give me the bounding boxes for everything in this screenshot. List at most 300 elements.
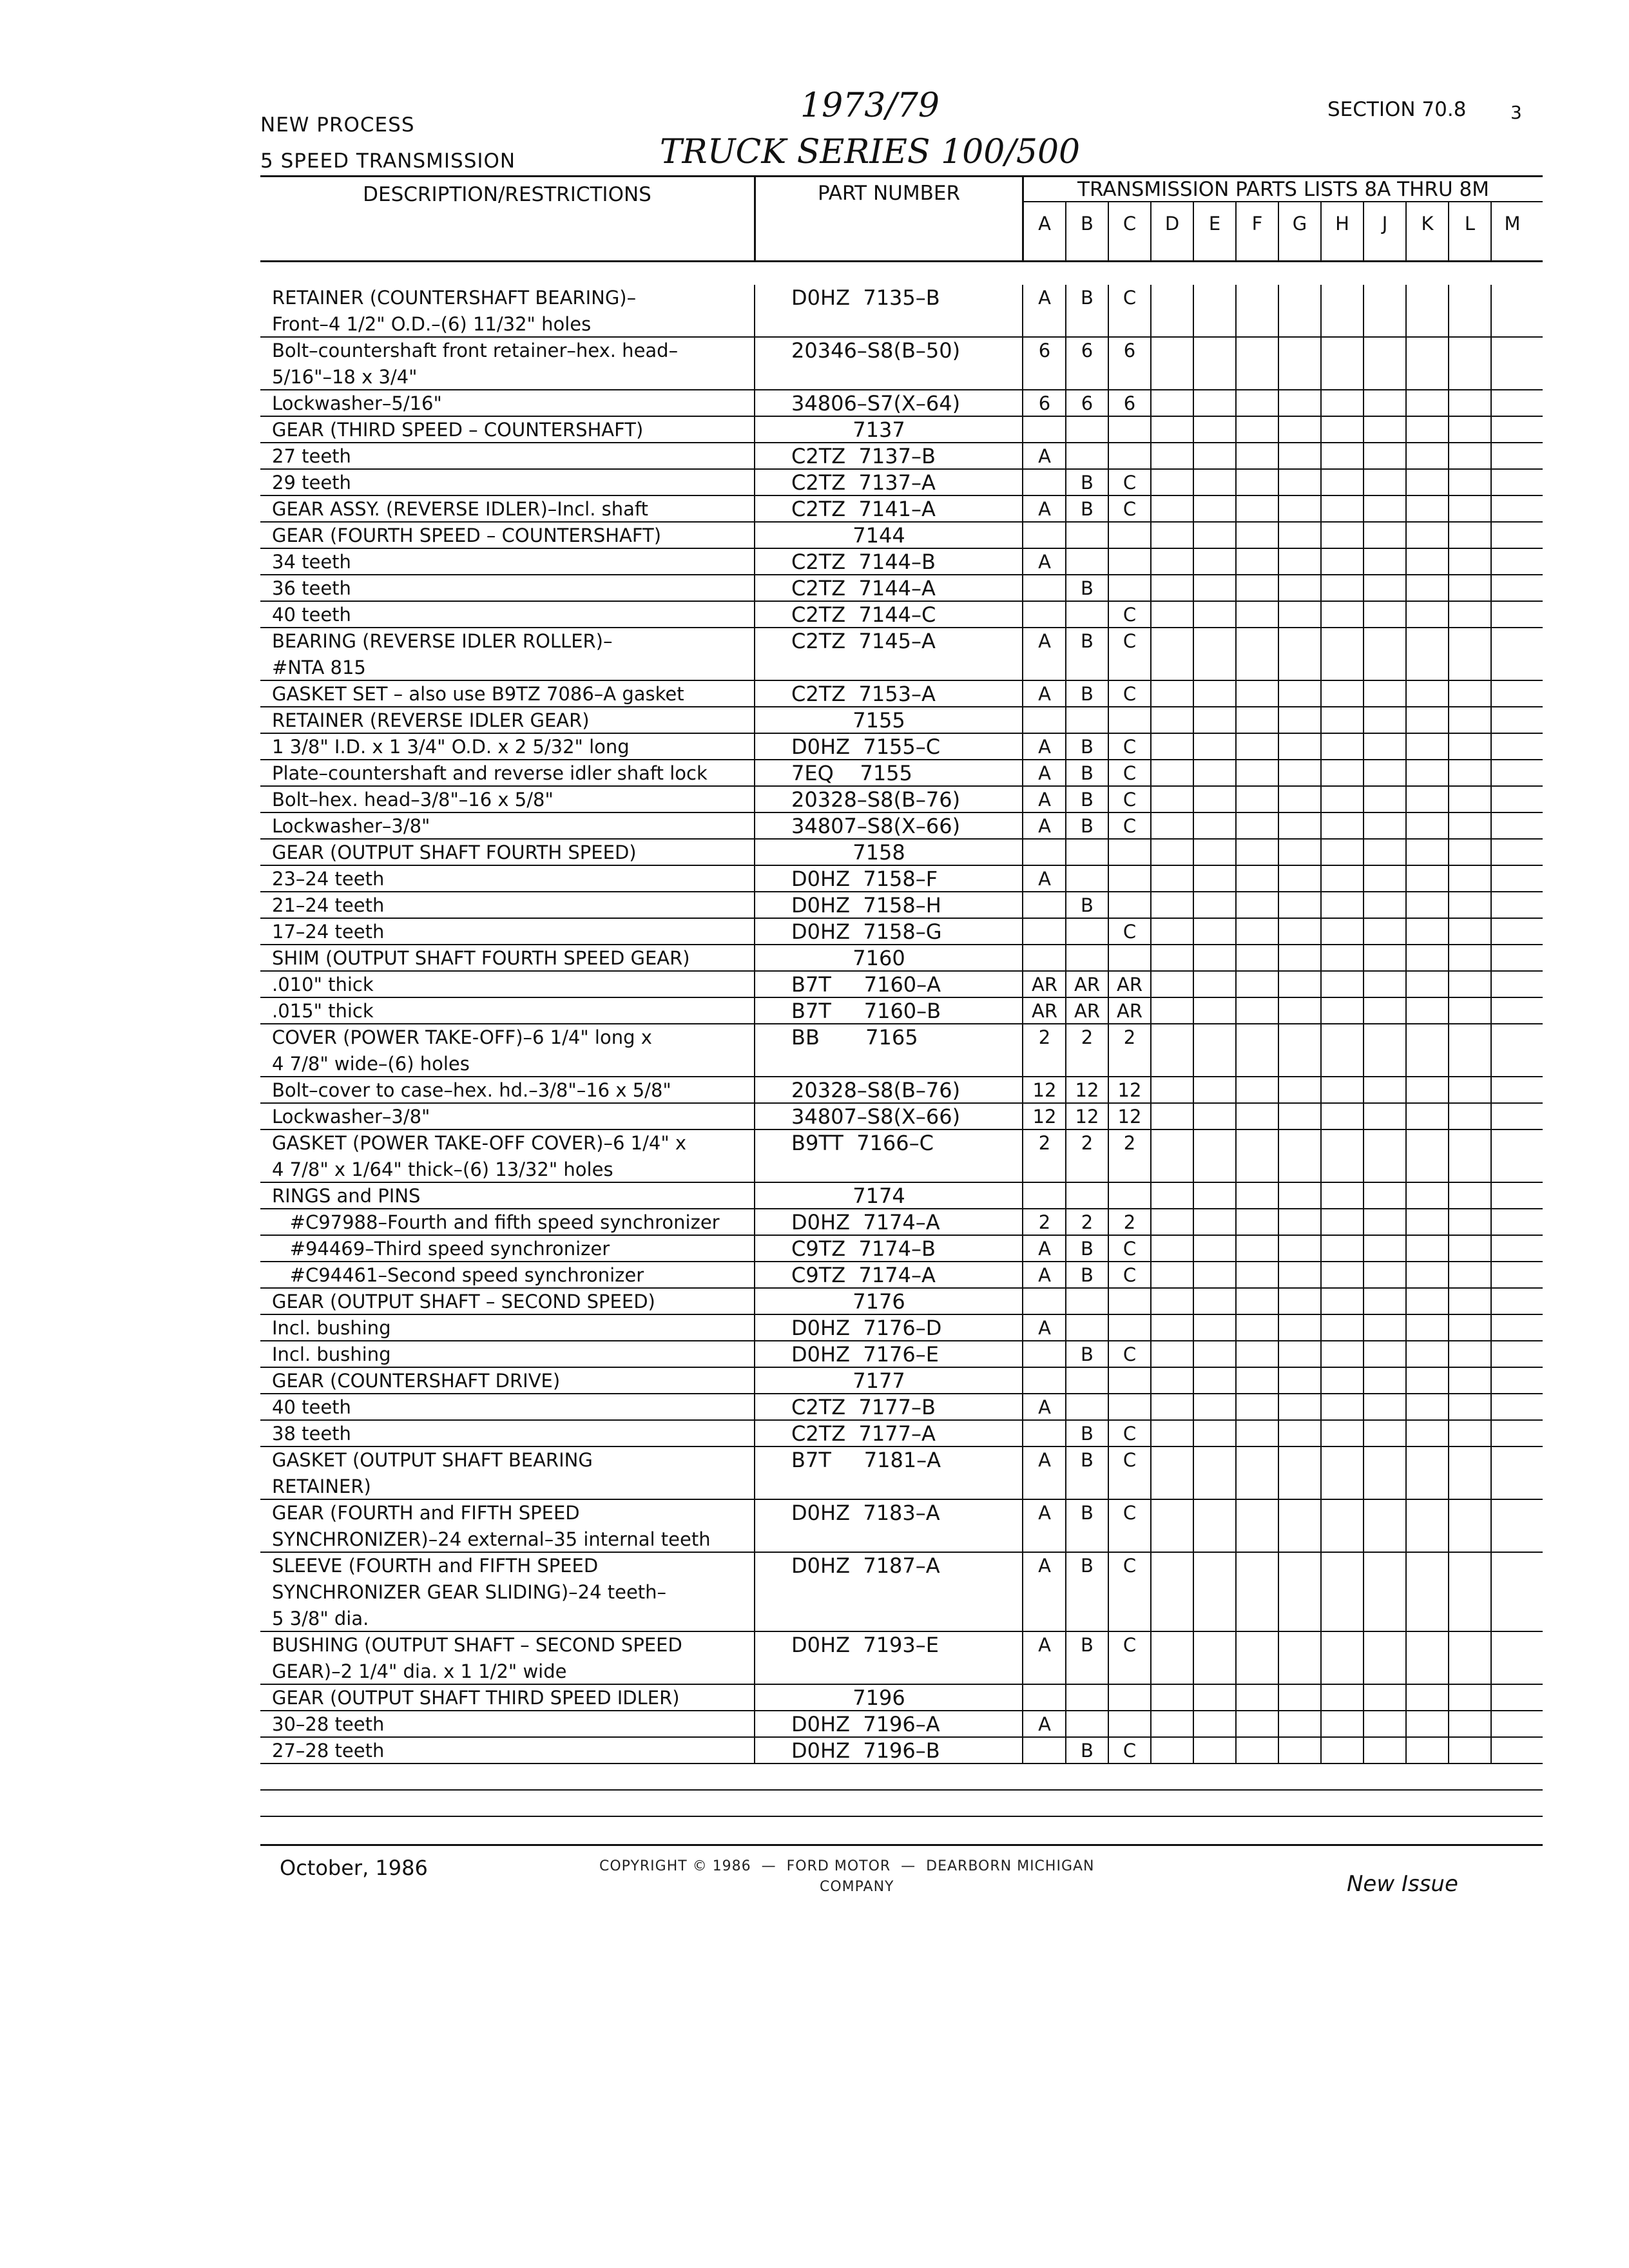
letter-column-divider [1108,1289,1109,1314]
column-divider [1022,972,1023,997]
letter-column-divider [1363,523,1364,548]
letter-column-divider [1235,1421,1237,1446]
column-divider [1022,734,1023,759]
list-cell-b: B [1081,815,1094,837]
letter-column-divider [1278,813,1279,838]
letter-column-divider [1193,1236,1194,1261]
row-part-number: D0HZ 7176–E [791,1342,939,1367]
row-description: GEAR (THIRD SPEED – COUNTERSHAFT) [272,419,644,441]
row-description: 38 teeth [272,1423,351,1445]
page-number: 3 [1510,102,1522,123]
row-description: GEAR (COUNTERSHAFT DRIVE) [272,1370,561,1392]
letter-column-divider [1363,734,1364,759]
letter-column-divider [1065,1685,1066,1710]
list-cell-c: C [1123,1343,1137,1365]
letter-column-divider [1363,496,1364,521]
column-divider [1022,892,1023,918]
row-description: BEARING (REVERSE IDLER ROLLER)– #NTA 815 [272,630,613,678]
list-cell-a: AR [1032,1000,1057,1022]
list-cell-a: A [1038,1238,1051,1260]
letter-column-divider [1235,1685,1237,1710]
row-description: #C94461–Second speed synchronizer [272,1264,644,1286]
column-divider [754,734,755,759]
list-cell-b: B [1081,577,1094,599]
row-part-number: 34806–S7(X–64) [791,391,961,416]
letter-column-divider [1320,1421,1322,1446]
letter-column-divider [1363,787,1364,812]
letter-column-divider [1235,1553,1237,1631]
column-letter-f: F [1251,213,1263,235]
list-cell-b: B [1081,683,1094,705]
row-part-number: C2TZ 7144–A [791,576,936,601]
row-part-number: C9TZ 7174–A [791,1263,936,1287]
letter-column-divider [1405,1711,1407,1736]
letter-column-divider [1363,1341,1364,1367]
letter-column-divider [1363,1553,1364,1631]
list-cell-a: A [1038,1634,1051,1656]
column-divider [754,1077,755,1102]
letter-column-divider [1108,892,1109,918]
list-cell-b: B [1081,472,1094,494]
letter-column-divider [1278,443,1279,468]
column-divider [1022,1738,1023,1763]
column-letter-h: H [1335,213,1349,235]
list-cell-b: B [1081,894,1094,916]
letter-column-divider [1278,1077,1279,1102]
letter-column-divider [1193,681,1194,706]
letter-column-divider [1278,1738,1279,1763]
column-divider [1022,602,1023,627]
list-cell-a: A [1038,287,1051,309]
header-letter-divider [1320,201,1322,262]
letter-column-divider [1150,1447,1152,1499]
letter-column-divider [1150,1500,1152,1552]
letter-column-divider [1235,417,1237,442]
letter-column-divider [1363,390,1364,416]
letter-column-divider [1405,945,1407,970]
letter-column-divider [1320,470,1322,495]
letter-column-divider [1320,1685,1322,1710]
letter-column-divider [1448,390,1449,416]
table-row [260,1553,1543,1632]
row-part-number: D0HZ 7135–B [791,285,940,310]
letter-column-divider [1363,972,1364,997]
letter-column-divider [1108,443,1109,468]
letter-column-divider [1363,998,1364,1023]
letter-column-divider [1320,549,1322,574]
column-divider [754,390,755,416]
table-row [260,1262,1543,1289]
letter-column-divider [1448,945,1449,970]
letter-column-divider [1490,1341,1492,1367]
column-divider [754,1130,755,1182]
letter-column-divider [1490,1236,1492,1261]
list-cell-a: 12 [1032,1079,1057,1101]
letter-column-divider [1235,523,1237,548]
letter-column-divider [1490,681,1492,706]
letter-column-divider [1235,840,1237,865]
letter-column-divider [1193,470,1194,495]
letter-column-divider [1490,1024,1492,1076]
row-part-number: D0HZ 7155–C [791,735,941,759]
list-cell-c: C [1123,736,1137,758]
header-letter-divider [1108,201,1109,262]
letter-column-divider [1405,760,1407,785]
letter-column-divider [1363,1738,1364,1763]
letter-column-divider [1448,1262,1449,1287]
row-description: Lockwasher–5/16" [272,392,442,414]
letter-column-divider [1320,972,1322,997]
letter-column-divider [1448,1685,1449,1710]
list-cell-b: B [1081,1264,1094,1286]
letter-column-divider [1278,470,1279,495]
letter-column-divider [1235,1209,1237,1235]
letter-column-divider [1320,1024,1322,1076]
header-letter-divider [1490,201,1492,262]
column-divider [1022,1711,1023,1736]
letter-column-divider [1278,840,1279,865]
row-part-number: C2TZ 7177–B [791,1395,936,1419]
list-cell-a: A [1038,1264,1051,1286]
column-divider [1022,998,1023,1023]
letter-column-divider [1278,1183,1279,1208]
letter-column-divider [1405,1421,1407,1446]
column-divider [754,285,755,336]
table-row [260,1711,1543,1738]
letter-column-divider [1448,1421,1449,1446]
letter-column-divider [1065,840,1066,865]
letter-column-divider [1363,602,1364,627]
letter-column-divider [1235,602,1237,627]
letter-column-divider [1150,1315,1152,1340]
letter-column-divider [1363,470,1364,495]
letter-column-divider [1490,760,1492,785]
letter-column-divider [1278,1632,1279,1684]
list-cell-a: A [1038,1317,1051,1339]
list-cell-c: C [1123,1449,1137,1471]
row-description: 23–24 teeth [272,868,385,890]
column-divider [754,1209,755,1235]
letter-column-divider [1448,1130,1449,1182]
letter-column-divider [1363,1104,1364,1129]
letter-column-divider [1278,523,1279,548]
list-cell-c: C [1123,1423,1137,1445]
column-divider [1022,1104,1023,1129]
list-cell-b: B [1081,1555,1094,1577]
letter-column-divider [1405,1077,1407,1102]
letter-column-divider [1405,972,1407,997]
letter-column-divider [1150,1368,1152,1393]
letter-column-divider [1363,1315,1364,1340]
column-divider [754,1104,755,1129]
letter-column-divider [1150,945,1152,970]
row-description: RINGS and PINS [272,1185,421,1207]
letter-column-divider [1150,1209,1152,1235]
list-cell-a: A [1038,789,1051,811]
letter-column-divider [1150,866,1152,891]
list-cell-a: 6 [1038,340,1051,361]
letter-column-divider [1448,1024,1449,1076]
letter-column-divider [1405,681,1407,706]
letter-column-divider [1150,523,1152,548]
list-cell-b: 6 [1081,340,1094,361]
letter-column-divider [1405,1738,1407,1763]
letter-column-divider [1150,443,1152,468]
row-part-number: C2TZ 7145–A [791,629,936,653]
column-divider [754,575,755,601]
letter-column-divider [1448,919,1449,944]
row-description: 1 3/8" I.D. x 1 3/4" O.D. x 2 5/32" long [272,736,630,758]
letter-column-divider [1150,787,1152,812]
letter-column-divider [1405,1236,1407,1261]
letter-column-divider [1448,1711,1449,1736]
letter-column-divider [1193,1553,1194,1631]
letter-column-divider [1320,338,1322,389]
blank-row [260,1791,1543,1817]
table-row [260,1104,1543,1130]
letter-column-divider [1448,1315,1449,1340]
letter-column-divider [1405,1315,1407,1340]
column-divider [754,813,755,838]
list-cell-c: C [1123,1555,1137,1577]
letter-column-divider [1150,390,1152,416]
letter-column-divider [1448,523,1449,548]
column-divider [754,1711,755,1736]
row-description: #94469–Third speed synchronizer [272,1238,610,1260]
letter-column-divider [1320,417,1322,442]
letter-column-divider [1448,1447,1449,1499]
letter-column-divider [1405,1447,1407,1499]
letter-column-divider [1193,1368,1194,1393]
letter-column-divider [1448,840,1449,865]
column-divider [1022,1262,1023,1287]
table-row [260,1685,1543,1711]
table-row [260,470,1543,496]
letter-column-divider [1320,813,1322,838]
letter-column-divider [1363,1236,1364,1261]
letter-column-divider [1363,1394,1364,1419]
letter-column-divider [1363,1262,1364,1287]
letter-column-divider [1405,1289,1407,1314]
row-description: #C97988–Fourth and fifth speed synchronizer [272,1211,720,1233]
letter-column-divider [1278,892,1279,918]
letter-column-divider [1448,496,1449,521]
letter-column-divider [1490,1077,1492,1102]
letter-column-divider [1405,628,1407,680]
column-divider [754,417,755,442]
letter-column-divider [1448,417,1449,442]
letter-column-divider [1363,549,1364,574]
column-divider [754,549,755,574]
letter-column-divider [1490,787,1492,812]
list-cell-a: A [1038,736,1051,758]
letter-column-divider [1150,840,1152,865]
letter-column-divider [1150,602,1152,627]
footer-issue: New Issue [1347,1871,1458,1897]
letter-column-divider [1235,338,1237,389]
row-part-number: 7174 [853,1184,905,1208]
letter-column-divider [1405,285,1407,336]
column-divider [1022,813,1023,838]
header-bottom-rule [260,260,1543,262]
letter-column-divider [1278,1130,1279,1182]
header-letter-divider [1363,201,1364,262]
letter-column-divider [1490,443,1492,468]
list-cell-b: B [1081,762,1094,784]
letter-column-divider [1490,1738,1492,1763]
letter-column-divider [1320,1183,1322,1208]
letter-column-divider [1490,523,1492,548]
letter-column-divider [1278,390,1279,416]
table-row [260,1632,1543,1685]
letter-column-divider [1320,1104,1322,1129]
column-divider [754,892,755,918]
letter-column-divider [1278,575,1279,601]
letter-column-divider [1490,285,1492,336]
letter-column-divider [1278,1341,1279,1367]
letter-column-divider [1235,1500,1237,1552]
letter-column-divider [1490,390,1492,416]
row-part-number: C2TZ 7137–B [791,444,936,468]
letter-column-divider [1278,760,1279,785]
letter-column-divider [1490,919,1492,944]
list-cell-c: C [1123,498,1137,520]
letter-column-divider [1363,1024,1364,1076]
row-part-number: 7196 [853,1686,905,1710]
row-description: Lockwasher–3/8" [272,1106,430,1128]
row-description: .015" thick [272,1000,374,1022]
letter-column-divider [1448,972,1449,997]
letter-column-divider [1448,681,1449,706]
list-cell-c: C [1123,287,1137,309]
letter-column-divider [1235,1183,1237,1208]
letter-column-divider [1320,892,1322,918]
table-row [260,1738,1543,1764]
column-divider [1022,1341,1023,1367]
letter-column-divider [1405,734,1407,759]
row-part-number: 34807–S8(X–66) [791,1104,961,1129]
table-row [260,1500,1543,1553]
list-cell-b: 2 [1081,1026,1094,1048]
letter-column-divider [1405,1341,1407,1367]
row-part-number: 7137 [853,418,905,442]
letter-column-divider [1405,998,1407,1023]
header-letter-divider [1193,201,1194,262]
letter-column-divider [1235,549,1237,574]
list-cell-a: A [1038,815,1051,837]
list-cell-a: A [1038,683,1051,705]
letter-column-divider [1150,496,1152,521]
letter-column-divider [1235,1077,1237,1102]
letter-column-divider [1150,734,1152,759]
letter-column-divider [1193,1024,1194,1076]
letter-column-divider [1150,1289,1152,1314]
letter-column-divider [1490,734,1492,759]
letter-column-divider [1448,1077,1449,1102]
letter-column-divider [1363,575,1364,601]
column-letter-b: B [1081,213,1094,235]
column-divider [1022,390,1023,416]
column-divider [1022,1368,1023,1393]
column-divider [754,628,755,680]
letter-column-divider [1065,707,1066,733]
table-row [260,1077,1543,1104]
letter-column-divider [1363,1500,1364,1552]
letter-column-divider [1235,919,1237,944]
letter-column-divider [1193,998,1194,1023]
table-row [260,734,1543,760]
letter-column-divider [1320,945,1322,970]
row-description: RETAINER (COUNTERSHAFT BEARING)– Front–4 1/2" O.D.–(6) 11/32" holes [272,287,637,335]
table-row [260,866,1543,892]
letter-column-divider [1490,470,1492,495]
letter-column-divider [1235,945,1237,970]
header-letter-divider [1278,201,1279,262]
list-cell-a: 2 [1038,1211,1051,1233]
letter-column-divider [1405,1183,1407,1208]
table-row [260,1368,1543,1394]
letter-column-divider [1363,1685,1364,1710]
letter-column-divider [1235,998,1237,1023]
table-row [260,1394,1543,1421]
column-divider [754,972,755,997]
letter-column-divider [1278,1447,1279,1499]
row-description: RETAINER (REVERSE IDLER GEAR) [272,709,590,731]
table-row [260,1183,1543,1209]
table-row [260,787,1543,813]
letter-column-divider [1193,1421,1194,1446]
letter-column-divider [1448,707,1449,733]
list-cell-c: C [1123,1502,1137,1524]
letter-column-divider [1278,496,1279,521]
letter-column-divider [1320,1711,1322,1736]
list-cell-a: A [1038,1502,1051,1524]
row-description: Plate–countershaft and reverse idler shaft lock [272,762,708,784]
letter-column-divider [1150,1685,1152,1710]
letter-column-divider [1405,1500,1407,1552]
letter-column-divider [1150,1130,1152,1182]
letter-column-divider [1235,1236,1237,1261]
letter-column-divider [1278,998,1279,1023]
column-divider [754,681,755,706]
letter-column-divider [1405,919,1407,944]
letter-column-divider [1193,1077,1194,1102]
list-cell-c: C [1123,815,1137,837]
letter-column-divider [1278,866,1279,891]
letter-column-divider [1193,1262,1194,1287]
letter-column-divider [1278,707,1279,733]
letter-column-divider [1235,1130,1237,1182]
letter-column-divider [1193,602,1194,627]
letter-column-divider [1363,443,1364,468]
letter-column-divider [1405,443,1407,468]
column-divider [1022,1077,1023,1102]
list-cell-c: 2 [1123,1211,1136,1233]
letter-column-divider [1320,575,1322,601]
letter-column-divider [1278,338,1279,389]
letter-column-divider [1278,919,1279,944]
letter-column-divider [1108,417,1109,442]
letter-column-divider [1405,1368,1407,1393]
letter-column-divider [1363,760,1364,785]
letter-column-divider [1235,1104,1237,1129]
footer-copyright: COPYRIGHT © 1986 — FORD MOTOR — DEARBORN MICHIGAN [599,1858,1095,1874]
list-cell-c: C [1123,921,1137,943]
header-left [260,107,516,179]
letter-column-divider [1150,1183,1152,1208]
list-cell-c: 12 [1117,1106,1142,1128]
list-cell-c: 2 [1123,1132,1136,1154]
